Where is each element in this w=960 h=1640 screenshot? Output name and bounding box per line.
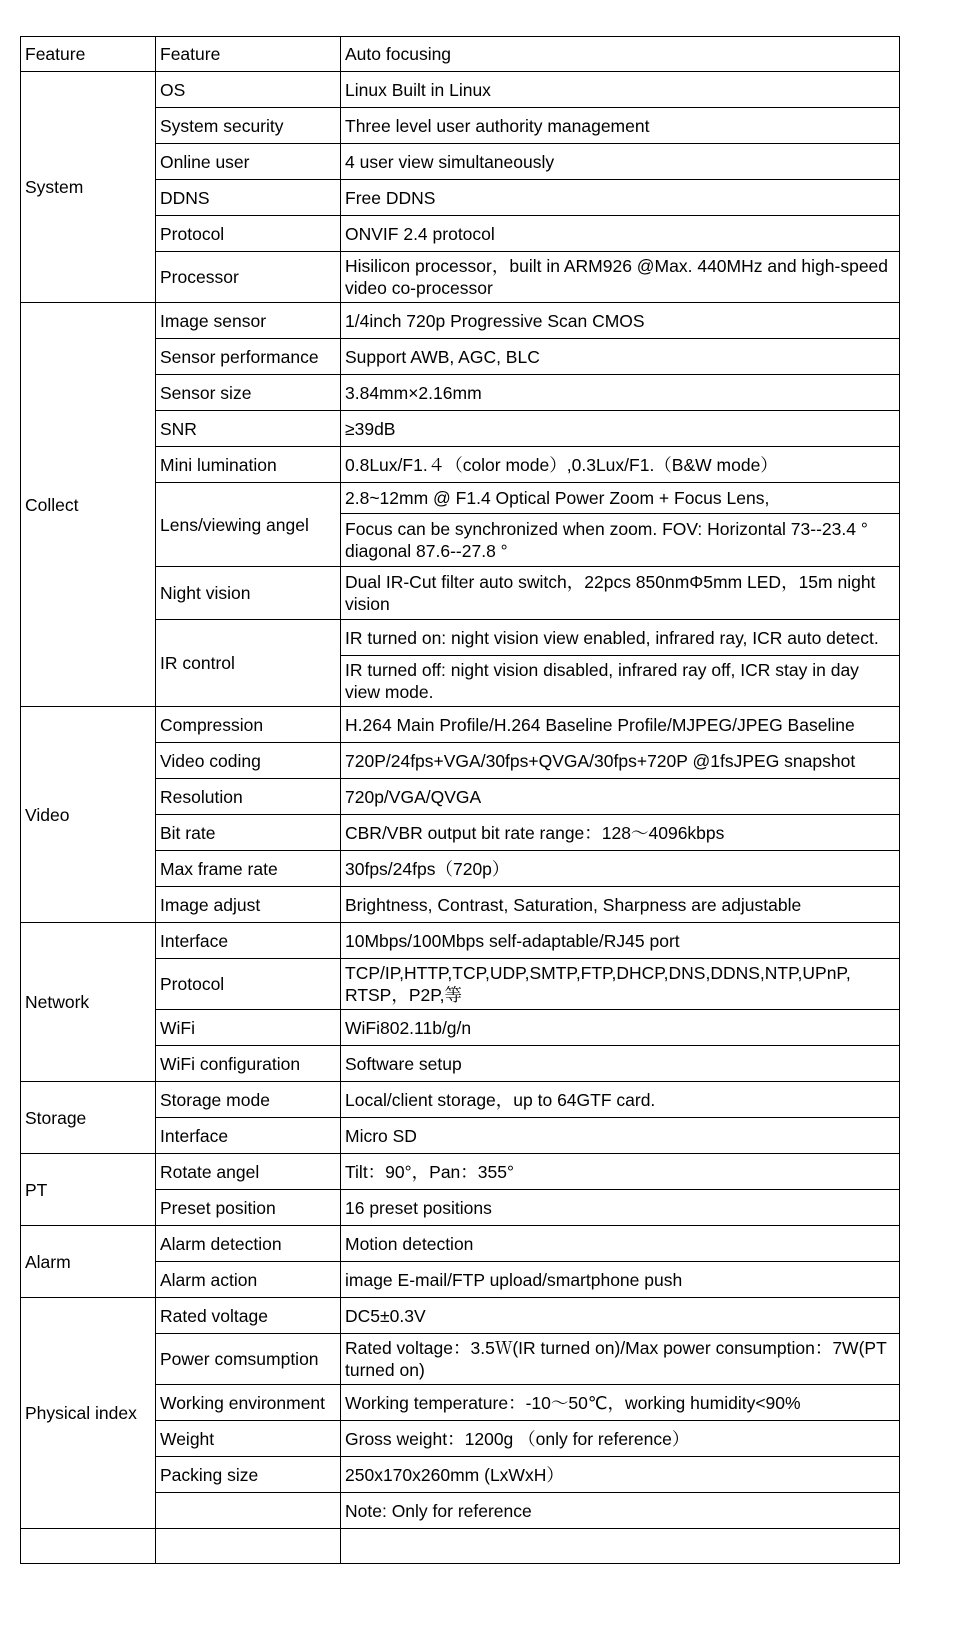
value-cell: CBR/VBR output bit rate range：128～4096kbps xyxy=(341,815,900,851)
feature-cell: Alarm action xyxy=(156,1262,341,1298)
value-cell: Dual IR-Cut filter auto switch，22pcs 850nmΦ5mm LED，15m night vision xyxy=(341,567,900,620)
feature-cell: Working environment xyxy=(156,1385,341,1421)
value-cell: Brightness, Contrast, Saturation, Sharpness are adjustable xyxy=(341,887,900,923)
group-label-system: System xyxy=(21,72,156,303)
empty-cell xyxy=(21,1529,156,1564)
value-cell: 3.84mm×2.16mm xyxy=(341,375,900,411)
spec-table xyxy=(20,36,900,1564)
value-cell: Support AWB, AGC, BLC xyxy=(341,339,900,375)
value-cell: Micro SD xyxy=(341,1118,900,1154)
value-cell: 10Mbps/100Mbps self-adaptable/RJ45 port xyxy=(341,923,900,959)
feature-cell: Night vision xyxy=(156,567,341,620)
value-cell: Three level user authority management xyxy=(341,108,900,144)
feature-cell: Interface xyxy=(156,1118,341,1154)
value-cell: Gross weight：1200g （only for reference） xyxy=(341,1421,900,1457)
feature-cell: DDNS xyxy=(156,180,341,216)
group-label-network: Network xyxy=(21,923,156,1082)
feature-cell: System security xyxy=(156,108,341,144)
value-cell: Free DDNS xyxy=(341,180,900,216)
value-cell: 30fps/24fps（720p） xyxy=(341,851,900,887)
value-cell: TCP/IP,HTTP,TCP,UDP,SMTP,FTP,DHCP,DNS,DDNS,NTP,UPnP, RTSP，P2P,等 xyxy=(341,959,900,1010)
group-label-storage: Storage xyxy=(21,1082,156,1154)
feature-cell: Protocol xyxy=(156,959,341,1010)
table-row xyxy=(21,1154,900,1190)
table-row xyxy=(21,1298,900,1334)
value-cell: 2.8~12mm @ F1.4 Optical Power Zoom + Focus Lens, xyxy=(341,483,900,514)
feature-cell: Storage mode xyxy=(156,1082,341,1118)
feature-cell: Protocol xyxy=(156,216,341,252)
value-cell: Tilt：90°，Pan：355° xyxy=(341,1154,900,1190)
value-cell: WiFi802.11b/g/n xyxy=(341,1010,900,1046)
table-row xyxy=(21,1226,900,1262)
feature-cell: Rotate angel xyxy=(156,1154,341,1190)
feature-cell: Preset position xyxy=(156,1190,341,1226)
feature-cell: Compression xyxy=(156,707,341,743)
table-row xyxy=(21,923,900,959)
value-cell: 16 preset positions xyxy=(341,1190,900,1226)
feature-cell: Resolution xyxy=(156,779,341,815)
value-cell: IR turned off: night vision disabled, infrared ray off, ICR stay in day view mode. xyxy=(341,656,900,707)
feature-cell: Power comsumption xyxy=(156,1334,341,1385)
group-label-collect: Collect xyxy=(21,303,156,707)
table-row xyxy=(21,303,900,339)
feature-cell: OS xyxy=(156,72,341,108)
feature-cell: Processor xyxy=(156,252,341,303)
feature-cell: Lens/viewing angel xyxy=(156,483,341,567)
value-cell: Motion detection xyxy=(341,1226,900,1262)
header-cell-feature-2: Feature xyxy=(156,37,341,72)
feature-cell: WiFi configuration xyxy=(156,1046,341,1082)
value-cell: Working temperature：-10～50℃，working humidity<90% xyxy=(341,1385,900,1421)
value-cell: 250x170x260mm (LxWxH） xyxy=(341,1457,900,1493)
value-cell: ONVIF 2.4 protocol xyxy=(341,216,900,252)
group-label-pt: PT xyxy=(21,1154,156,1226)
feature-cell: Sensor size xyxy=(156,375,341,411)
feature-cell xyxy=(156,1493,341,1529)
value-cell: Hisilicon processor，built in ARM926 @Max. 440MHz and high-speed video co-processor xyxy=(341,252,900,303)
value-cell: DC5±0.3V xyxy=(341,1298,900,1334)
table-header-row xyxy=(21,37,900,72)
feature-cell: Interface xyxy=(156,923,341,959)
value-cell: 4 user view simultaneously xyxy=(341,144,900,180)
value-cell: 0.8Lux/F1.４（color mode）,0.3Lux/F1.（B&W mode） xyxy=(341,447,900,483)
feature-cell: Mini lumination xyxy=(156,447,341,483)
header-cell-feature: Feature xyxy=(21,37,156,72)
value-cell: Linux Built in Linux xyxy=(341,72,900,108)
group-label-alarm: Alarm xyxy=(21,1226,156,1298)
group-label-physical: Physical index xyxy=(21,1298,156,1529)
value-cell: 720p/VGA/QVGA xyxy=(341,779,900,815)
table-row xyxy=(21,1082,900,1118)
feature-cell: Bit rate xyxy=(156,815,341,851)
empty-cell xyxy=(341,1529,900,1564)
feature-cell: Video coding xyxy=(156,743,341,779)
feature-cell: Weight xyxy=(156,1421,341,1457)
feature-cell: SNR xyxy=(156,411,341,447)
header-cell-value: Auto focusing xyxy=(341,37,900,72)
feature-cell: Online user xyxy=(156,144,341,180)
value-cell: Focus can be synchronized when zoom. FOV: Horizontal 73--23.4 ° diagonal 87.6--27.8 ° xyxy=(341,514,900,567)
value-cell: ≥39dB xyxy=(341,411,900,447)
value-cell: Software setup xyxy=(341,1046,900,1082)
feature-cell: Packing size xyxy=(156,1457,341,1493)
table-row xyxy=(21,707,900,743)
value-cell: Local/client storage，up to 64GTF card. xyxy=(341,1082,900,1118)
empty-cell xyxy=(156,1529,341,1564)
value-cell: image E-mail/FTP upload/smartphone push xyxy=(341,1262,900,1298)
group-label-video: Video xyxy=(21,707,156,923)
value-cell: IR turned on: night vision view enabled, infrared ray, ICR auto detect. xyxy=(341,620,900,656)
table-row xyxy=(21,72,900,108)
feature-cell: Max frame rate xyxy=(156,851,341,887)
feature-cell: IR control xyxy=(156,620,341,707)
feature-cell: Image adjust xyxy=(156,887,341,923)
feature-cell: Image sensor xyxy=(156,303,341,339)
feature-cell: WiFi xyxy=(156,1010,341,1046)
value-cell: 720P/24fps+VGA/30fps+QVGA/30fps+720P @1fsJPEG snapshot xyxy=(341,743,900,779)
value-cell: Note: Only for reference xyxy=(341,1493,900,1529)
feature-cell: Rated voltage xyxy=(156,1298,341,1334)
value-cell: Rated voltage：3.5Ｗ(IR turned on)/Max power consumption：7W(PT turned on) xyxy=(341,1334,900,1385)
value-cell: H.264 Main Profile/H.264 Baseline Profile/MJPEG/JPEG Baseline xyxy=(341,707,900,743)
value-cell: 1/4inch 720p Progressive Scan CMOS xyxy=(341,303,900,339)
feature-cell: Sensor performance xyxy=(156,339,341,375)
empty-row xyxy=(21,1529,900,1564)
feature-cell: Alarm detection xyxy=(156,1226,341,1262)
